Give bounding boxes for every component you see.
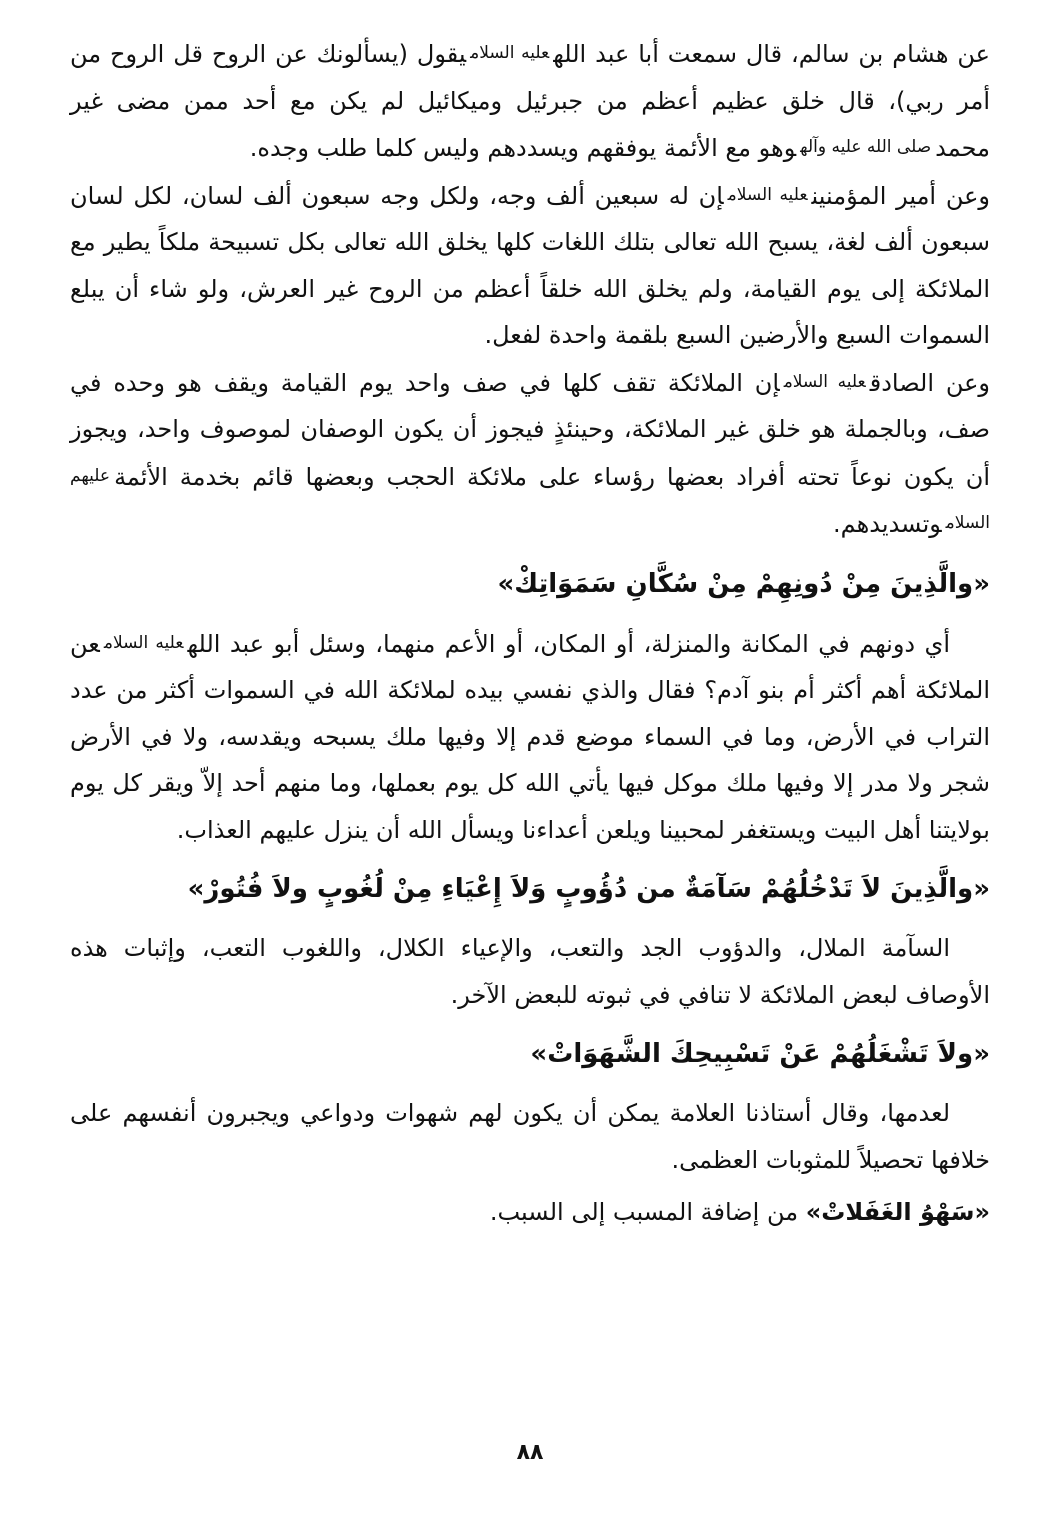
text-run: وهو مع الأئمة يوفقهم ويسددهم وليس كلما طلب وجده. (249, 134, 797, 162)
text-run: وعن الصادق (869, 368, 991, 397)
section-heading-1: «والَّذِينَ مِنْ دُونِهِمْ مِنْ سُكَّانِ سَمَوَاتِكْ» (497, 568, 990, 599)
page-number: ٨٨ (516, 1440, 544, 1465)
text-run: أي دونهم في المكانة والمنزلة، أو المكان، أو الأعم منهما، وسئل أبو عبد الله (187, 629, 951, 658)
section-heading-3: «ولاَ تَشْغَلُهُمْ عَنْ تَسْبِيحِكَ الشَّهَوَاتْ» (530, 1039, 990, 1069)
paragraph-commentary-1 (70, 620, 990, 854)
text-run: وعن أمير المؤمنين (811, 181, 991, 210)
text-run: إن له سبعين ألف وجه، ولكل وجه سبعون ألف لسان، لكل لسان سبعون ألف لغة، يسبح الله تعالى بتلك اللغات كلها يخلق الله تعالى بكل تسبيحة ملكاً يطير مع الملائكة إلى يوم القيامة، ولم يخلق الله خلقاً أعظم من الروح غير العرش، ولو شاء أن يبلع السموات السبع والأرضين السبع بلقمة واحدة لفعل. (70, 181, 990, 349)
text-run: إن الملائكة تقف كلها في صف واحد يوم القيامة ويقف هو وحده في صف، وبالجملة هو خلق غير الملائكة، وحينئذٍ فيجوز أن يكون الوصفان لموصوف واحد، ويجوز أن يكون نوعاً تحته أفراد بعضها رؤساء على ملائكة الحجب وبعضها قائم بخدمة الأئمة (70, 368, 990, 491)
honorific-salla-allah: صلى الله عليه وآله (800, 137, 932, 157)
text-run: وتسديدهم. (833, 510, 942, 538)
honorific-alayhi-salam: عليه السلام (727, 184, 808, 205)
paragraph-commentary-2: السآمة الملال، والدؤوب الجد والتعب، والإعياء الكلال، واللغوب التعب، وإثبات هذه الأوصاف لبعض الملائكة لا تنافي في ثبوته للبعض الآخر. (70, 934, 990, 1009)
quoted-phrase: «سَهْوُ الغَفَلاتْ» (805, 1198, 990, 1226)
document-page (70, 30, 990, 1236)
honorific-alayhi-salam: عليه السلام (470, 43, 550, 63)
honorific-alayhi-salam: عليه السلام (783, 371, 866, 392)
paragraph-commentary-3: لعدمها، وقال أستاذنا العلامة يمكن أن يكون لهم شهوات ودواعي ويجبرون أنفسهم على خلافها تحصيلاً للمثوبات العظمى. (70, 1099, 990, 1174)
text-run: يقول (يسألونك عن الروح قل الروح من أمر ربي)، قال خلق عظيم أعظم من جبرئيل وميكائيل لم يكن مع أحد ممن مضى غير محمد (70, 40, 990, 162)
paragraph-hisham (70, 30, 990, 172)
honorific-alayhim-salam: عليهم السلام (70, 465, 990, 533)
honorific-alayhi-salam: عليه السلام (103, 632, 184, 653)
text-run: عن هشام بن سالم، قال سمعت أبا عبد الله (553, 40, 990, 68)
text-run: من إضافة المسبب إلى السبب. (489, 1198, 799, 1226)
text-run: عن الملائكة أهم أكثر أم بنو آدم؟ فقال والذي نفسي بيده لملائكة الله في السموات أكثر من عدد التراب في الأرض، وما في السماء موضع قدم إلا وفيها ملك يسبحه ويقدسه، ولا في الأرض شجر ولا مدر إلا وفيها ملك موكل فيها يأتي الله كل يوم بعملها، وما منهم أحد إلاّ ويقر كل يوم بولايتنا أهل البيت ويستغفر لمحبينا ويلعن أعداءنا ويسأل الله أن ينزل عليهم العذاب. (70, 629, 990, 844)
paragraph-commentary-4 (70, 1189, 990, 1236)
paragraph-al-sadiq (70, 359, 990, 548)
paragraph-amir-al-muminin (70, 172, 990, 359)
section-heading-2: «والَّذِينَ لاَ تَدْخُلُهُمْ سَآمَةٌ من دُؤُوبٍ وَلاَ إِعْيَاءِ مِنْ لُغُوبٍ ولاَ فُتُورْ» (187, 874, 990, 904)
